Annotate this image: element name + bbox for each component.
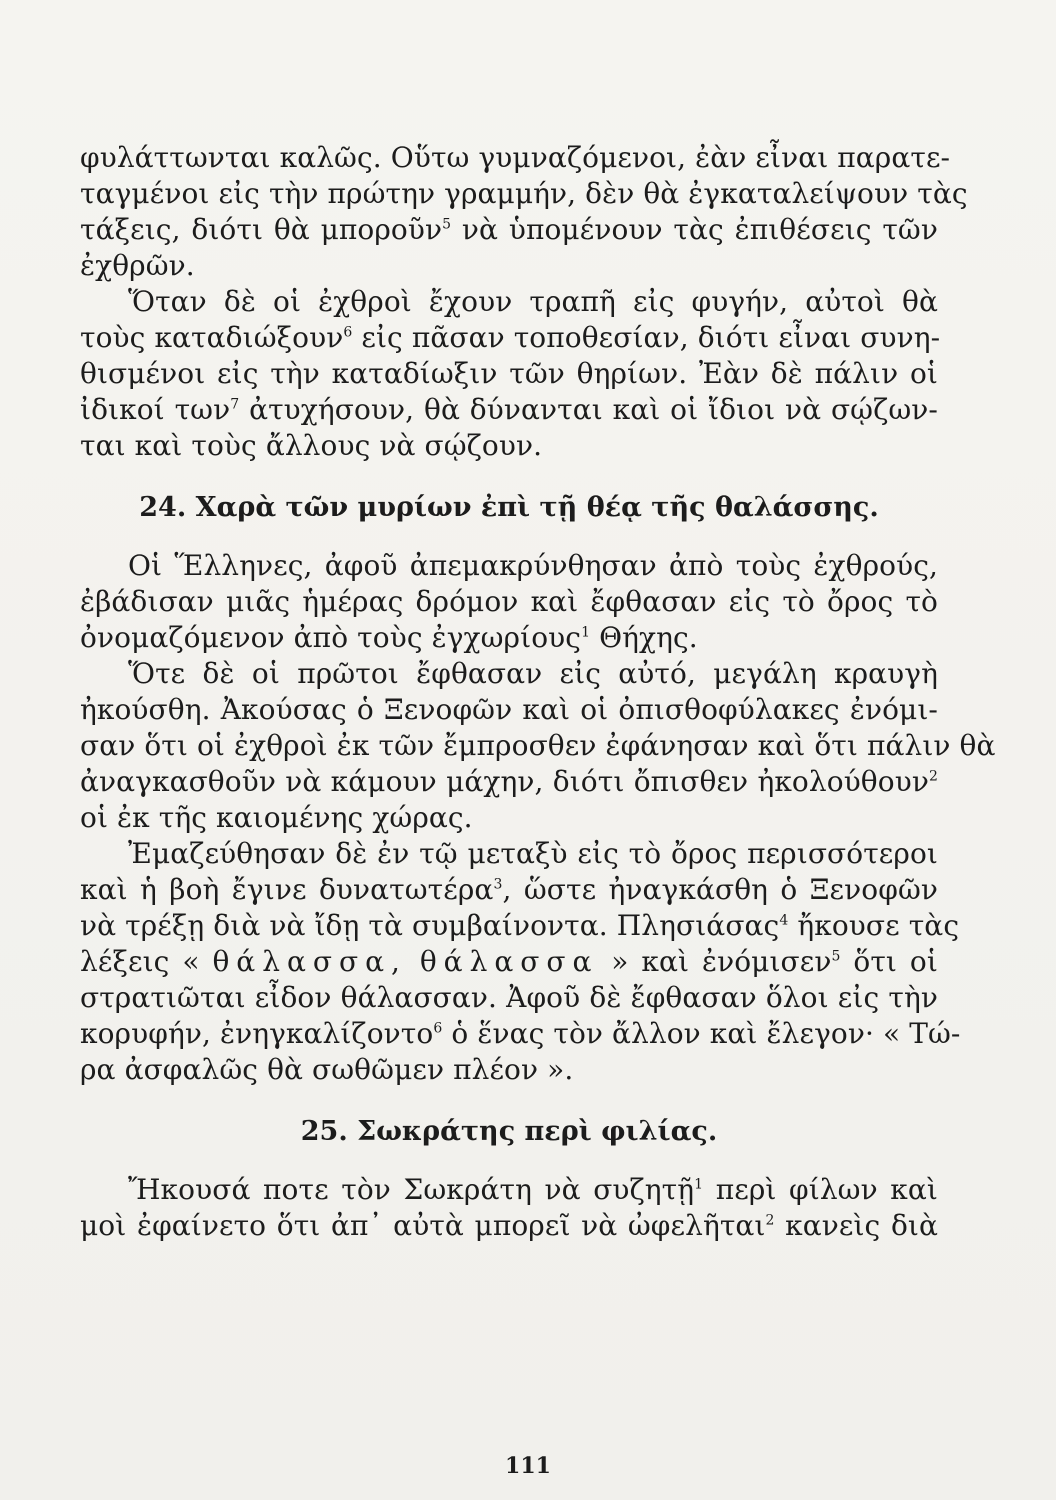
text-run: περὶ φίλων καὶ xyxy=(703,1173,938,1206)
footnote-marker: 6 xyxy=(433,1020,443,1037)
text-run: ὁ ἕνας τὸν ἄλλον καὶ ἔλεγον· « Τώ- xyxy=(442,1017,961,1050)
paragraph-continuation xyxy=(80,140,968,284)
text-line xyxy=(80,1016,961,1052)
section-heading: 25. Σωκράτης περὶ φιλίας. xyxy=(300,1116,718,1147)
text-line: στρατιῶται εἶδον θάλασσαν. Ἀφοῦ δὲ ἔφθασαν ὅλοι εἰς τὴν xyxy=(80,981,938,1014)
text-run: νὰ τρέξῃ διὰ νὰ ἴδῃ τὰ συμβαίνοντα. Πλησιάσας xyxy=(80,909,780,942)
text-line: ρα ἀσφαλῶς θὰ σωθῶμεν πλέον ». xyxy=(80,1053,574,1086)
footnote-marker: 2 xyxy=(928,768,938,785)
text-run: κορυφήν, ἐνηγκαλίζοντο xyxy=(80,1017,434,1050)
text-run: εἰς πᾶσαν τοποθεσίαν, διότι εἶναι συνη- xyxy=(352,321,941,354)
text-line xyxy=(80,620,938,656)
text-run: λέξεις « xyxy=(80,945,200,978)
footnote-marker: 1 xyxy=(694,1176,704,1193)
text-run: καὶ ἡ βοὴ ἔγινε δυνατωτέρα xyxy=(80,873,494,906)
text-line: θισμένοι εἰς τὴν καταδίωξιν τῶν θηρίων. Ἐὰν δὲ πάλιν οἱ xyxy=(80,357,938,390)
text-line xyxy=(80,908,960,944)
text-column xyxy=(80,140,996,1244)
footnote-marker: 5 xyxy=(831,948,841,965)
text-run: ἀναγκασθοῦν νὰ κάμουν μάχην, διότι ὄπισθεν ἠκολούθουν xyxy=(80,765,929,798)
text-run: , ὥστε ἠναγκάσθη ὁ Ξενοφῶν xyxy=(502,873,939,906)
text-run: Θήχης. xyxy=(590,621,698,654)
text-line xyxy=(80,392,938,428)
paragraph xyxy=(80,836,961,1088)
footnote-marker: 3 xyxy=(493,876,503,893)
text-line: ἠκούσθη. Ἀκούσας ὁ Ξενοφῶν καὶ οἱ ὀπισθοφύλακες ἐνόμι- xyxy=(80,693,938,726)
text-run: κανεὶς διὰ xyxy=(774,1209,938,1242)
text-line xyxy=(80,872,938,908)
footnote-marker: 2 xyxy=(765,1212,775,1229)
footnote-marker: 1 xyxy=(581,624,591,641)
text-line xyxy=(80,320,941,356)
text-line: οἱ ἐκ τῆς καιομένης χώρας. xyxy=(80,801,473,834)
text-line: σαν ὅτι οἱ ἐχθροὶ ἐκ τῶν ἔμπροσθεν ἐφάνησαν καὶ ὅτι πάλιν θὰ xyxy=(80,729,996,762)
text-line: ταγμένοι εἰς τὴν πρώτην γραμμήν, δὲν θὰ ἐγκαταλείψουν τὰς xyxy=(80,177,968,210)
text-line: ἐχθρῶν. xyxy=(80,249,195,282)
text-line: ται καὶ τοὺς ἄλλους νὰ σῴζουν. xyxy=(80,429,543,462)
text-line: Οἱ Ἕλληνες, ἀφοῦ ἀπεμακρύνθησαν ἀπὸ τοὺς ἐχθρούς, xyxy=(128,549,938,582)
text-line: ἐβάδισαν μιᾶς ἡμέρας δρόμον καὶ ἔφθασαν εἰς τὸ ὄρος τὸ xyxy=(80,585,938,618)
section-heading: 24. Χαρὰ τῶν μυρίων ἐπὶ τῇ θέᾳ τῆς θαλάσσης. xyxy=(139,492,879,523)
spaced-word: θάλασσα, xyxy=(212,945,407,978)
text-line xyxy=(80,1172,938,1208)
text-run: ὅτι οἱ xyxy=(840,945,938,978)
text-run: ἰδικοί των xyxy=(80,393,231,426)
text-run: νὰ ὑπομένουν τὰς ἐπιθέσεις τῶν xyxy=(461,213,938,246)
footnote-marker: 7 xyxy=(230,396,240,413)
text-run: Ἤκουσά ποτε τὸν Σωκράτη νὰ συζητῇ xyxy=(128,1173,695,1206)
text-line xyxy=(80,1208,938,1244)
paragraph xyxy=(80,284,941,464)
spaced-word: θάλασσα xyxy=(419,945,599,978)
text-run: τοὺς καταδιώξουν xyxy=(80,321,344,354)
text-run: ἤκουσε τὰς xyxy=(788,909,960,942)
text-line: Ὅτε δὲ οἱ πρῶτοι ἔφθασαν εἰς αὐτό, μεγάλη κραυγὴ xyxy=(128,657,938,690)
text-line: Ἐμαζεύθησαν δὲ ἐν τῷ μεταξὺ εἰς τὸ ὄρος περισσότεροι xyxy=(128,837,938,870)
paragraph xyxy=(80,548,996,836)
text-line: φυλάττωνται καλῶς. Οὕτω γυμναζόμενοι, ἐὰν εἶναι παρατε- xyxy=(80,141,951,174)
paragraph xyxy=(80,1172,938,1244)
text-line: Ὅταν δὲ οἱ ἐχθροὶ ἔχουν τραπῆ εἰς φυγήν, αὐτοὶ θὰ xyxy=(128,285,938,318)
text-run: τάξεις, διότι θὰ μποροῦν xyxy=(80,213,443,246)
text-run: ὀνομαζόμενον ἀπὸ τοὺς ἐγχωρίους xyxy=(80,621,582,654)
text-line xyxy=(80,212,938,248)
text-run: μοὶ ἐφαίνετο ὅτι ἀπ᾽ αὐτὰ μπορεῖ νὰ ὠφελῆται xyxy=(80,1209,766,1242)
footnote-marker: 4 xyxy=(779,912,789,929)
text-run: » καὶ ἐνόμισεν xyxy=(611,945,832,978)
footnote-marker: 5 xyxy=(442,216,452,233)
text-line xyxy=(80,764,938,800)
footnote-marker: 6 xyxy=(343,324,353,341)
text-run: ἀτυχήσουν, θὰ δύνανται καὶ οἱ ἴδιοι νὰ σῴζων- xyxy=(239,393,938,426)
text-line xyxy=(80,944,938,980)
page-number: 111 xyxy=(505,1453,551,1479)
